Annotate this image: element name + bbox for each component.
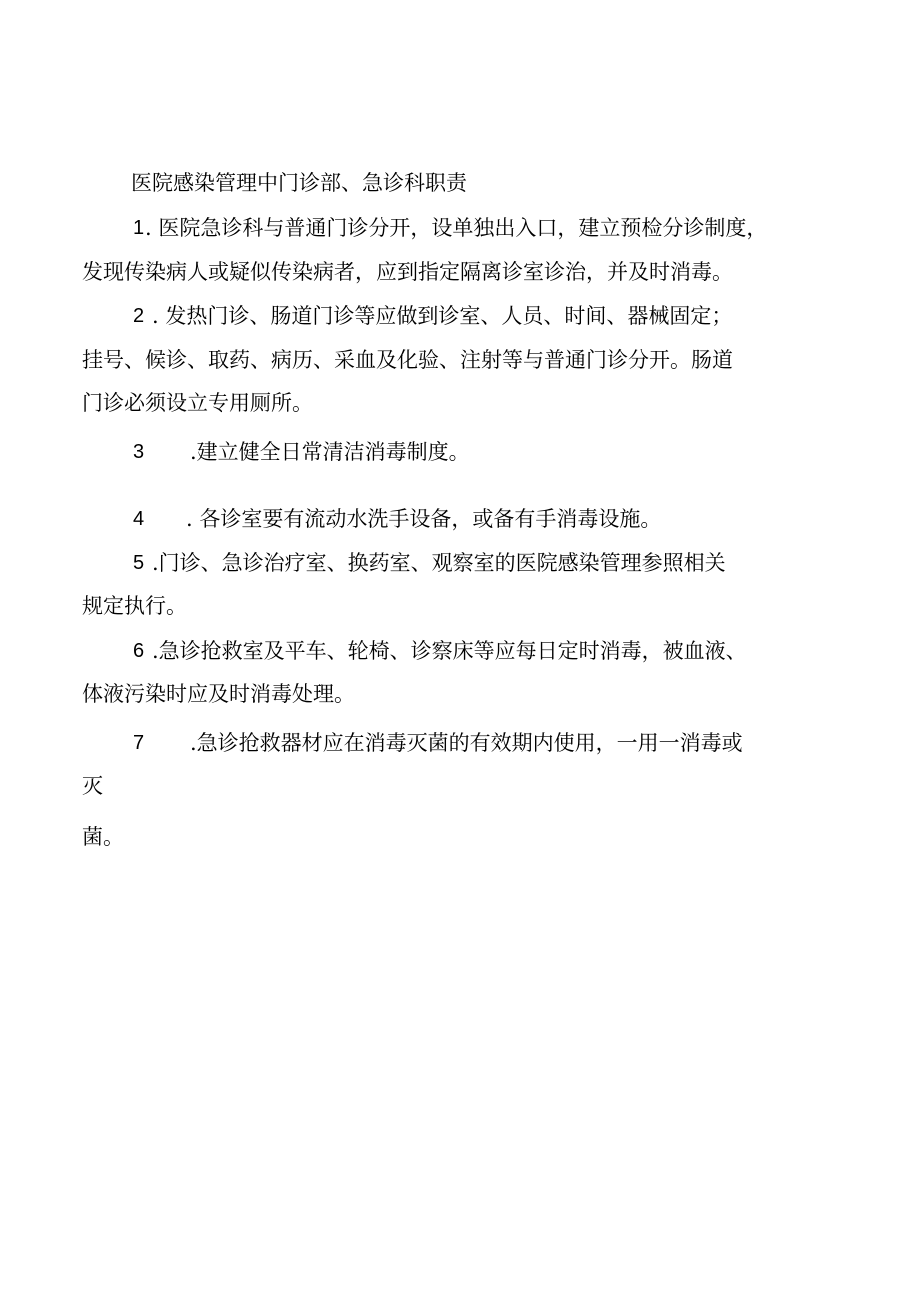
- item-4-number: 4: [133, 508, 145, 530]
- item-2-number: 2: [133, 305, 145, 327]
- item-7-number: 7: [133, 732, 145, 754]
- item-3-text-1: .建立健全日常清洁消毒制度。: [190, 440, 470, 464]
- item-3-number: 3: [133, 441, 145, 463]
- item-7-text-2: 灭: [82, 774, 103, 798]
- item-1-number: 1: [133, 217, 145, 239]
- item-7-text-3: 菌。: [82, 825, 124, 849]
- item-2-text-1: . 发热门诊、肠道门诊等应做到诊室、人员、时间、器械固定；: [152, 304, 733, 328]
- item-7-text-1: .急诊抢救器材应在消毒灭菌的有效期内使用，一用一消毒或: [190, 731, 743, 755]
- item-2-text-2: 挂号、候诊、取药、病历、采血及化验、注射等与普通门诊分开。肠道: [82, 348, 733, 372]
- item-1-text-2: 发现传染病人或疑似传染病者，应到指定隔离诊室诊治，并及时消毒。: [82, 260, 733, 284]
- item-5-number: 5: [133, 552, 145, 574]
- item-1-text-1: . 医院急诊科与普通门诊分开，设单独出入口，建立预检分诊制度，: [145, 216, 768, 240]
- item-2-text-3: 门诊必须设立专用厕所。: [82, 391, 313, 415]
- item-6-text-1: .急诊抢救室及平车、轮椅、诊察床等应每日定时消毒，被血液、: [152, 639, 747, 663]
- document-title-text: 医院感染管理中门诊部、急诊科职责: [131, 171, 467, 195]
- item-6-number: 6: [133, 640, 145, 662]
- item-5-text-2: 规定执行。: [82, 594, 187, 618]
- item-4-text-1: . 各诊室要有流动水洗手设备，或备有手消毒设施。: [186, 507, 662, 531]
- item-5-text-1: .门诊、急诊治疗室、换药室、观察室的医院感染管理参照相关: [152, 551, 726, 575]
- item-6-text-2: 体液污染时应及时消毒处理。: [82, 682, 355, 706]
